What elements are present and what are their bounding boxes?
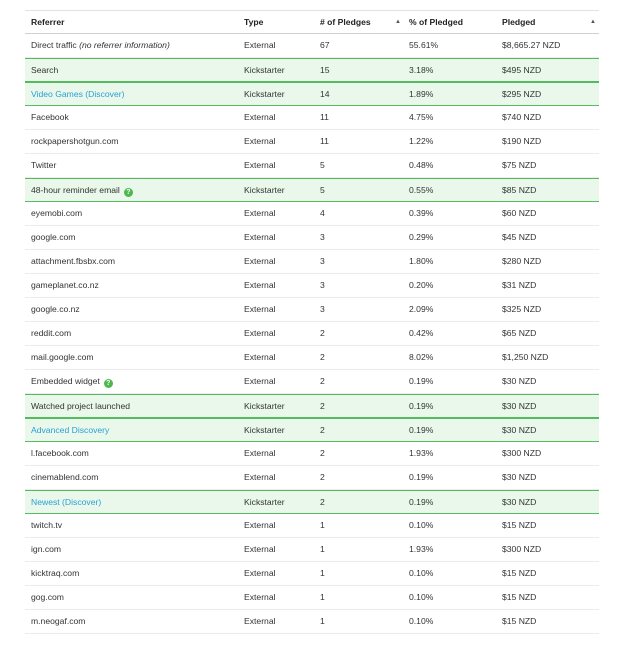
table-row	[25, 322, 599, 346]
percent-cell: 0.20%	[409, 280, 434, 290]
percent-cell: 1.89%	[409, 89, 434, 99]
table-row	[25, 178, 599, 202]
type-cell: External	[244, 232, 276, 242]
table-row	[25, 274, 599, 298]
pledged-cell: $280 NZD	[502, 256, 542, 266]
sort-pledges-icon[interactable]: ▲	[395, 19, 401, 25]
referrer-link[interactable]: Newest (Discover)	[31, 497, 102, 507]
pledged-cell: $75 NZD	[502, 160, 537, 170]
pledged-cell: $30 NZD	[502, 497, 537, 507]
referrer-cell	[31, 466, 98, 489]
table-row	[25, 538, 599, 562]
help-icon[interactable]: ?	[124, 188, 133, 197]
pledges-cell: 2	[320, 425, 325, 435]
percent-cell: 0.19%	[409, 376, 434, 386]
referrer-name: Search	[31, 65, 59, 75]
referrer-cell[interactable]	[31, 419, 109, 441]
referrer-cell	[31, 610, 85, 633]
table-row	[25, 466, 599, 490]
percent-cell: 1.93%	[409, 544, 434, 554]
table-row	[25, 106, 599, 130]
type-cell: Kickstarter	[244, 497, 285, 507]
referrer-cell	[31, 298, 80, 321]
pledges-cell: 5	[320, 185, 325, 195]
percent-cell: 0.39%	[409, 208, 434, 218]
table-row	[25, 346, 599, 370]
header-referrer[interactable]: Referrer	[31, 17, 65, 27]
pledges-cell: 3	[320, 280, 325, 290]
pledged-cell: $15 NZD	[502, 616, 537, 626]
referrer-cell	[31, 202, 82, 225]
pledges-cell: 2	[320, 448, 325, 458]
referrer-cell[interactable]	[31, 491, 101, 513]
type-cell: External	[244, 112, 276, 122]
table-body	[25, 34, 599, 634]
type-cell: Kickstarter	[244, 401, 285, 411]
referrer-cell[interactable]	[31, 83, 124, 105]
sort-pledged-icon[interactable]: ▲	[590, 19, 596, 25]
referrer-name: cinemablend.com	[31, 472, 99, 482]
pledges-cell: 4	[320, 208, 325, 218]
pledged-cell: $15 NZD	[502, 592, 537, 602]
type-cell: External	[244, 472, 276, 482]
pledged-cell: $30 NZD	[502, 425, 537, 435]
pledged-cell: $295 NZD	[502, 89, 542, 99]
type-cell: Kickstarter	[244, 65, 285, 75]
pledges-cell: 14	[320, 89, 330, 99]
referrer-name: gog.com	[31, 592, 64, 602]
header-percent[interactable]: % of Pledged	[409, 17, 463, 27]
pledged-cell: $65 NZD	[502, 328, 537, 338]
referrer-note: (no referrer information)	[79, 40, 170, 50]
pledged-cell: $30 NZD	[502, 472, 537, 482]
referrer-name: eyemobi.com	[31, 208, 83, 218]
percent-cell: 1.22%	[409, 136, 434, 146]
table-row	[25, 562, 599, 586]
pledges-cell: 5	[320, 160, 325, 170]
pledges-cell: 2	[320, 328, 325, 338]
table-row	[25, 394, 599, 418]
referrer-table	[25, 10, 599, 634]
percent-cell: 0.42%	[409, 328, 434, 338]
referrer-name: attachment.fbsbx.com	[31, 256, 116, 266]
pledged-cell: $60 NZD	[502, 208, 537, 218]
referrer-name: kicktraq.com	[31, 568, 80, 578]
table-row	[25, 34, 599, 58]
type-cell: Kickstarter	[244, 185, 285, 195]
pledges-cell: 1	[320, 520, 325, 530]
type-cell: External	[244, 280, 276, 290]
table-row	[25, 298, 599, 322]
referrer-cell	[31, 538, 61, 561]
pledged-cell: $740 NZD	[502, 112, 542, 122]
referrer-cell	[31, 562, 79, 585]
referrer-link[interactable]: Advanced Discovery	[31, 425, 110, 435]
pledges-cell: 3	[320, 304, 325, 314]
percent-cell: 2.09%	[409, 304, 434, 314]
table-row	[25, 370, 599, 394]
pledges-cell: 11	[320, 136, 329, 146]
referrer-cell	[31, 346, 94, 369]
pledges-cell: 3	[320, 256, 325, 266]
referrer-cell	[31, 274, 99, 297]
referrer-name: ign.com	[31, 544, 62, 554]
type-cell: External	[244, 304, 276, 314]
table-row	[25, 202, 599, 226]
table-row	[25, 490, 599, 514]
percent-cell: 3.18%	[409, 65, 434, 75]
table-row	[25, 442, 599, 466]
referrer-cell	[31, 250, 115, 273]
header-pledged[interactable]: Pledged	[502, 17, 536, 27]
pledged-cell: $8,665.27 NZD	[502, 40, 561, 50]
referrer-cell	[31, 59, 58, 81]
percent-cell: 1.93%	[409, 448, 434, 458]
pledges-cell: 2	[320, 401, 325, 411]
type-cell: External	[244, 328, 276, 338]
percent-cell: 0.29%	[409, 232, 434, 242]
type-cell: External	[244, 448, 276, 458]
referrer-cell	[31, 586, 64, 609]
table-row	[25, 610, 599, 634]
percent-cell: 0.55%	[409, 185, 434, 195]
referrer-name: Watched project launched	[31, 401, 131, 411]
pledges-cell: 1	[320, 568, 325, 578]
percent-cell: 1.80%	[409, 256, 434, 266]
percent-cell: 0.10%	[409, 616, 434, 626]
referrer-name: reddit.com	[31, 328, 72, 338]
referrer-name: Twitter	[31, 160, 57, 170]
pledged-cell: $1,250 NZD	[502, 352, 549, 362]
pledges-cell: 67	[320, 40, 330, 50]
referrer-cell	[31, 106, 69, 129]
pledged-cell: $300 NZD	[502, 448, 542, 458]
type-cell: External	[244, 40, 276, 50]
help-icon[interactable]: ?	[104, 379, 113, 388]
percent-cell: 0.10%	[409, 592, 434, 602]
percent-cell: 55.61%	[409, 40, 439, 50]
percent-cell: 0.10%	[409, 568, 434, 578]
pledges-cell: 3	[320, 232, 325, 242]
pledged-cell: $30 NZD	[502, 401, 537, 411]
pledges-cell: 2	[320, 497, 325, 507]
type-cell: Kickstarter	[244, 89, 285, 99]
type-cell: External	[244, 208, 276, 218]
referrer-name: m.neogaf.com	[31, 616, 86, 626]
table-header	[25, 10, 599, 34]
percent-cell: 8.02%	[409, 352, 434, 362]
pledges-cell: 2	[320, 352, 325, 362]
referrer-cell	[31, 370, 113, 393]
pledged-cell: $85 NZD	[502, 185, 537, 195]
referrer-link[interactable]: Video Games (Discover)	[31, 89, 125, 99]
table-row	[25, 58, 599, 82]
referrer-cell	[31, 130, 118, 153]
table-row	[25, 82, 599, 106]
percent-cell: 0.19%	[409, 401, 434, 411]
referrer-name: mail.google.com	[31, 352, 94, 362]
header-pledges[interactable]: # of Pledges	[320, 17, 371, 27]
referrer-name: Direct traffic	[31, 40, 77, 50]
referrer-name: 48-hour reminder email	[31, 185, 120, 195]
pledges-cell: 2	[320, 472, 325, 482]
pledged-cell: $15 NZD	[502, 520, 537, 530]
table-row	[25, 226, 599, 250]
pledged-cell: $495 NZD	[502, 65, 542, 75]
referrer-cell	[31, 34, 170, 57]
percent-cell: 0.19%	[409, 497, 434, 507]
referrer-name: l.facebook.com	[31, 448, 89, 458]
percent-cell: 4.75%	[409, 112, 434, 122]
table-row	[25, 418, 599, 442]
table-row	[25, 586, 599, 610]
referrer-cell	[31, 514, 62, 537]
referrer-cell	[31, 322, 71, 345]
pledged-cell: $300 NZD	[502, 544, 542, 554]
pledged-cell: $30 NZD	[502, 376, 537, 386]
pledged-cell: $325 NZD	[502, 304, 542, 314]
type-cell: External	[244, 160, 276, 170]
pledged-cell: $31 NZD	[502, 280, 537, 290]
referrer-name: google.com	[31, 232, 76, 242]
percent-cell: 0.48%	[409, 160, 434, 170]
referrer-cell	[31, 154, 56, 177]
pledges-cell: 2	[320, 376, 325, 386]
pledges-cell: 1	[320, 616, 325, 626]
pledges-cell: 11	[320, 112, 329, 122]
type-cell: External	[244, 616, 276, 626]
pledged-cell: $15 NZD	[502, 568, 537, 578]
type-cell: External	[244, 376, 276, 386]
referrer-cell	[31, 395, 130, 417]
pledges-cell: 1	[320, 592, 325, 602]
referrer-cell	[31, 179, 133, 201]
pledged-cell: $190 NZD	[502, 136, 542, 146]
percent-cell: 0.10%	[409, 520, 434, 530]
table-row	[25, 130, 599, 154]
referrer-name: rockpapershotgun.com	[31, 136, 119, 146]
referrer-name: Embedded widget	[31, 376, 100, 386]
referrer-cell	[31, 442, 89, 465]
type-cell: External	[244, 544, 276, 554]
type-cell: External	[244, 352, 276, 362]
table-row	[25, 250, 599, 274]
pledged-cell: $45 NZD	[502, 232, 537, 242]
pledges-cell: 15	[320, 65, 330, 75]
referrer-cell	[31, 226, 75, 249]
header-type[interactable]: Type	[244, 17, 264, 27]
type-cell: External	[244, 592, 276, 602]
referrer-name: Facebook	[31, 112, 69, 122]
type-cell: External	[244, 136, 276, 146]
referrer-name: gameplanet.co.nz	[31, 280, 99, 290]
referrer-name: google.co.nz	[31, 304, 80, 314]
table-row	[25, 514, 599, 538]
referrer-name: twitch.tv	[31, 520, 63, 530]
percent-cell: 0.19%	[409, 425, 434, 435]
type-cell: External	[244, 568, 276, 578]
pledges-cell: 1	[320, 544, 325, 554]
type-cell: External	[244, 520, 276, 530]
type-cell: External	[244, 256, 276, 266]
table-row	[25, 154, 599, 178]
type-cell: Kickstarter	[244, 425, 285, 435]
percent-cell: 0.19%	[409, 472, 434, 482]
